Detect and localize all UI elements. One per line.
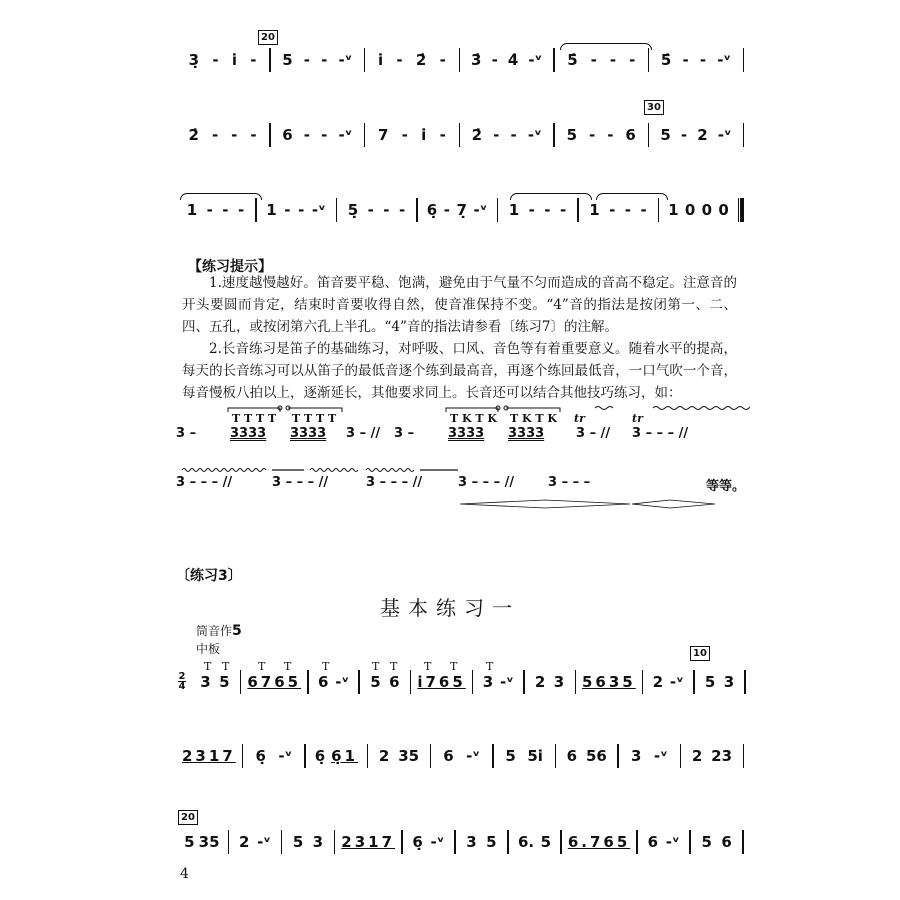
measure — [176, 201, 255, 219]
barline — [743, 123, 745, 147]
note: - — [624, 201, 632, 219]
note: -ᵛ — [717, 51, 731, 69]
exercise-label: 〔练习3〕 — [176, 568, 242, 584]
note: - — [609, 51, 617, 69]
barline — [742, 830, 744, 854]
note: 5̣ — [347, 201, 359, 219]
note: 7̣ — [456, 201, 467, 219]
note: - — [439, 126, 446, 144]
measure — [411, 673, 471, 691]
note: 5i — [527, 747, 543, 765]
measure — [562, 833, 636, 851]
note: - — [439, 51, 446, 69]
note: 6 — [443, 747, 454, 765]
measure — [681, 747, 742, 765]
measure — [271, 51, 364, 69]
dynamics-marks — [170, 462, 750, 512]
measure — [403, 833, 455, 851]
measure — [695, 673, 745, 691]
note: 3̇ — [471, 51, 482, 69]
note: - — [680, 126, 688, 144]
note: - — [401, 126, 408, 144]
measure — [190, 673, 240, 691]
measure — [579, 201, 658, 219]
time-signature — [178, 672, 186, 691]
exercise-row-2 — [176, 744, 744, 768]
measure — [456, 833, 508, 851]
note: i765 — [417, 673, 466, 691]
technique-trill-long: 3 – – – // — [632, 426, 689, 441]
note: - — [303, 51, 311, 69]
note: 5 — [486, 833, 497, 851]
measure — [525, 673, 575, 691]
note: 6 — [625, 126, 636, 144]
note: 3 — [723, 673, 735, 691]
note: 2̇ — [415, 51, 427, 69]
note: -ᵛ — [430, 833, 445, 851]
tips-paragraph-1: 1.速度越慢越好。笛音要平稳、饱满，避免由于气量不匀而造成的音高不稳定。注意音的开头要圆而肯定，结束时音要收得自然，使音准保持不变。“4”音的指法是按闭第一、二、四、五孔，或按闭第六孔上半孔。“4̇”音的指法请参看〔练习7〕的注解。 — [182, 275, 737, 335]
page-number: 4 — [180, 866, 189, 882]
note: 5 — [184, 833, 195, 851]
measure — [257, 201, 336, 219]
rehearsal-mark-10: 10 — [690, 646, 710, 661]
note: -ᵛ — [669, 673, 684, 691]
measure — [282, 833, 334, 851]
note: - — [493, 126, 500, 144]
barline — [743, 744, 745, 768]
note: 1 — [266, 201, 277, 219]
note: 1 — [589, 201, 600, 219]
note: - — [528, 201, 535, 219]
measure — [229, 833, 281, 851]
technique-trill-note: 3 – // — [576, 426, 611, 441]
note: -ᵛ — [257, 833, 271, 851]
note: 2 — [238, 833, 250, 851]
note: 1 — [508, 201, 520, 219]
note: 5̇ — [660, 51, 672, 69]
note: - — [298, 201, 305, 219]
technique-start: 3 – — [394, 426, 415, 441]
trill-mark: tr — [574, 412, 585, 425]
note: -ᵛ — [499, 673, 514, 691]
note: 6 — [721, 833, 732, 851]
note: 5 — [704, 673, 716, 691]
note: -ᵛ — [335, 673, 350, 691]
slur — [596, 193, 668, 200]
measure — [509, 833, 561, 851]
measure — [360, 673, 410, 691]
note: 5 — [292, 833, 304, 851]
note: - — [682, 51, 689, 69]
note-group: 3333 — [230, 426, 267, 441]
slur — [510, 193, 592, 200]
slur — [560, 43, 652, 50]
notation-row-3 — [176, 198, 744, 222]
note: -ᵛ — [528, 51, 543, 69]
note-group: 3333 — [508, 426, 545, 441]
measure — [494, 747, 555, 765]
technique-end: 3 – // — [346, 426, 381, 441]
note: 5 — [566, 126, 578, 144]
note: 5 — [660, 126, 671, 144]
note: 3 — [631, 747, 642, 765]
note: 3 — [466, 833, 477, 851]
note: 6 — [566, 747, 578, 765]
slur — [180, 193, 262, 200]
measure — [176, 747, 242, 765]
measure — [556, 747, 617, 765]
note: i̇ — [421, 126, 427, 144]
note: 6̣ — [426, 201, 438, 219]
key-label: 筒音作 — [196, 624, 233, 638]
note: - — [398, 201, 406, 219]
tips-title: 【练习提示】 — [188, 259, 272, 275]
measure — [659, 201, 738, 219]
note: 3 — [312, 833, 324, 851]
note-group: 3333 — [448, 426, 485, 441]
note: 0 — [718, 201, 729, 219]
exercise-title: 基本练习一 — [380, 596, 520, 620]
rehearsal-mark-30: 30 — [644, 100, 664, 115]
measure — [643, 673, 693, 691]
note: - — [284, 201, 291, 219]
note: 5 — [282, 51, 293, 69]
note: - — [609, 201, 616, 219]
technique-measure: 3 – – – — [548, 475, 591, 490]
note: 6.765 — [567, 833, 631, 851]
note: 5 — [505, 747, 516, 765]
note: - — [250, 126, 257, 144]
note: 5 — [370, 673, 381, 691]
note: 5635 — [582, 673, 636, 691]
note: 56 — [585, 747, 607, 765]
note: -ᵛ — [466, 747, 480, 765]
technique-measure: 3 – – – // — [176, 475, 233, 490]
note: 2 — [691, 747, 703, 765]
measure — [365, 51, 458, 69]
exercise-row-3 — [176, 830, 744, 854]
measure — [473, 673, 523, 691]
note: 35 — [398, 747, 420, 765]
measure — [619, 747, 680, 765]
measure — [418, 201, 497, 219]
note: 6 — [318, 673, 329, 691]
etc-text: 等等。 — [706, 479, 746, 494]
note: 3 — [200, 673, 211, 691]
time-sig-top: 2 — [178, 671, 186, 682]
note: 6̣ — [314, 747, 326, 765]
note: -ᵛ — [473, 201, 488, 219]
note: 4̇ — [507, 51, 519, 69]
note: 7 — [377, 126, 389, 144]
measure — [460, 126, 553, 144]
tonguing-label: T T T T — [292, 412, 337, 425]
note: -ᵛ — [311, 201, 326, 219]
technique-start: 3 – — [176, 426, 197, 441]
measure — [176, 126, 269, 144]
tempo-marking: 中板 — [196, 642, 221, 656]
measure — [335, 833, 401, 851]
note: 0 — [701, 201, 713, 219]
measure — [306, 747, 367, 765]
note: 6. — [517, 833, 535, 851]
note: 3 — [553, 673, 565, 691]
notation-row-2 — [176, 123, 744, 147]
note: - — [607, 126, 614, 144]
note: -ᵛ — [717, 126, 732, 144]
note: - — [250, 51, 257, 69]
measure — [649, 126, 742, 144]
note: 6 — [389, 673, 400, 691]
measure — [368, 747, 429, 765]
note: 2317 — [341, 833, 396, 851]
trill-mark: tr — [632, 412, 643, 425]
note: i̇ — [231, 51, 237, 69]
measure — [555, 51, 648, 69]
technique-measure: 3 – – – // — [366, 475, 423, 490]
barline — [744, 670, 746, 694]
note: - — [544, 201, 551, 219]
technique-measure: 3 – – – // — [272, 475, 329, 490]
measure — [460, 51, 553, 69]
note: - — [231, 126, 238, 144]
measure — [176, 51, 269, 69]
note: -ᵛ — [527, 126, 542, 144]
note: 2̇ — [471, 126, 483, 144]
note: - — [510, 126, 517, 144]
measure — [498, 201, 577, 219]
note: - — [383, 201, 390, 219]
measure — [638, 833, 690, 851]
measure — [431, 747, 492, 765]
note: - — [559, 201, 567, 219]
note: -ᵛ — [653, 747, 668, 765]
note: 35 — [198, 833, 220, 851]
note: 6̣ — [412, 833, 423, 851]
exercise-row-1 — [190, 670, 746, 694]
note: - — [206, 201, 213, 219]
note: 6̣ — [255, 747, 266, 765]
rehearsal-mark-20b: 20 — [178, 810, 198, 825]
measure — [365, 126, 458, 144]
note-group: 3333 — [290, 426, 327, 441]
measure — [309, 673, 359, 691]
measure — [649, 51, 742, 69]
note: 2 — [697, 126, 708, 144]
note: 6 — [647, 833, 659, 851]
note: 3̣ — [188, 51, 200, 69]
measure — [691, 833, 743, 851]
note: - — [222, 201, 229, 219]
technique-measure: 3 – – – // — [458, 475, 515, 490]
note: - — [211, 126, 219, 144]
note: - — [640, 201, 647, 219]
time-sig-bottom: 4 — [178, 681, 186, 692]
note: 3 — [482, 673, 494, 691]
note: 23 — [711, 747, 733, 765]
note: 6 — [282, 126, 293, 144]
tonguing-label: T K T K — [510, 412, 557, 425]
note: 5 — [219, 673, 230, 691]
key-note: 5 — [232, 623, 242, 639]
barline — [743, 48, 745, 72]
measure — [337, 201, 416, 219]
note: - — [396, 51, 403, 69]
key-signature — [196, 622, 242, 639]
note: 5 — [701, 833, 712, 851]
measure — [176, 833, 228, 851]
measure — [271, 126, 364, 144]
note: 5̇ — [567, 51, 578, 69]
note: - — [590, 51, 597, 69]
measure — [243, 747, 304, 765]
note: -ᵛ — [278, 747, 293, 765]
note: 2 — [534, 673, 546, 691]
measure — [576, 673, 642, 691]
note: - — [699, 51, 707, 69]
note: 2̇ — [188, 126, 199, 144]
note: i̇ — [377, 51, 384, 69]
note: - — [321, 126, 328, 144]
note: - — [589, 126, 596, 144]
note: -ᵛ — [338, 126, 353, 144]
note: -ᵛ — [338, 51, 353, 69]
note: - — [629, 51, 636, 69]
notation-row-1 — [176, 48, 744, 72]
note: - — [321, 51, 328, 69]
final-barline — [738, 198, 744, 222]
note: 6̣1 — [331, 747, 358, 765]
measure — [241, 673, 307, 691]
slur-lines — [170, 402, 750, 422]
tonguing-label: T T T T — [232, 412, 277, 425]
note: - — [237, 201, 245, 219]
tonguing-label: T K T K — [450, 412, 497, 425]
note: 5 — [540, 833, 552, 851]
note: 1 — [186, 201, 198, 219]
note: - — [443, 201, 450, 219]
note: 2 — [652, 673, 664, 691]
note: - — [303, 126, 311, 144]
note: 6765 — [247, 673, 302, 691]
note: - — [491, 51, 498, 69]
note: 0 — [684, 201, 696, 219]
note: 2317 — [182, 747, 236, 765]
rehearsal-mark-20: 20 — [258, 30, 278, 45]
note: - — [212, 51, 219, 69]
note: 2 — [378, 747, 390, 765]
tips-paragraph-2: 2.长音练习是笛子的基础练习，对呼吸、口风、音色等有着重要意义。随着水平的提高，每天的长音练习可以从笛子的最低音逐个练到最高音，再逐个练回最低音，一口气吹一个音，每音慢板八拍以上，逐渐延长，其他要求同上。长音还可以结合其他技巧练习，如： — [182, 341, 737, 401]
note: 1 — [668, 201, 679, 219]
note: - — [367, 201, 374, 219]
measure — [555, 126, 648, 144]
note: -ᵛ — [665, 833, 680, 851]
